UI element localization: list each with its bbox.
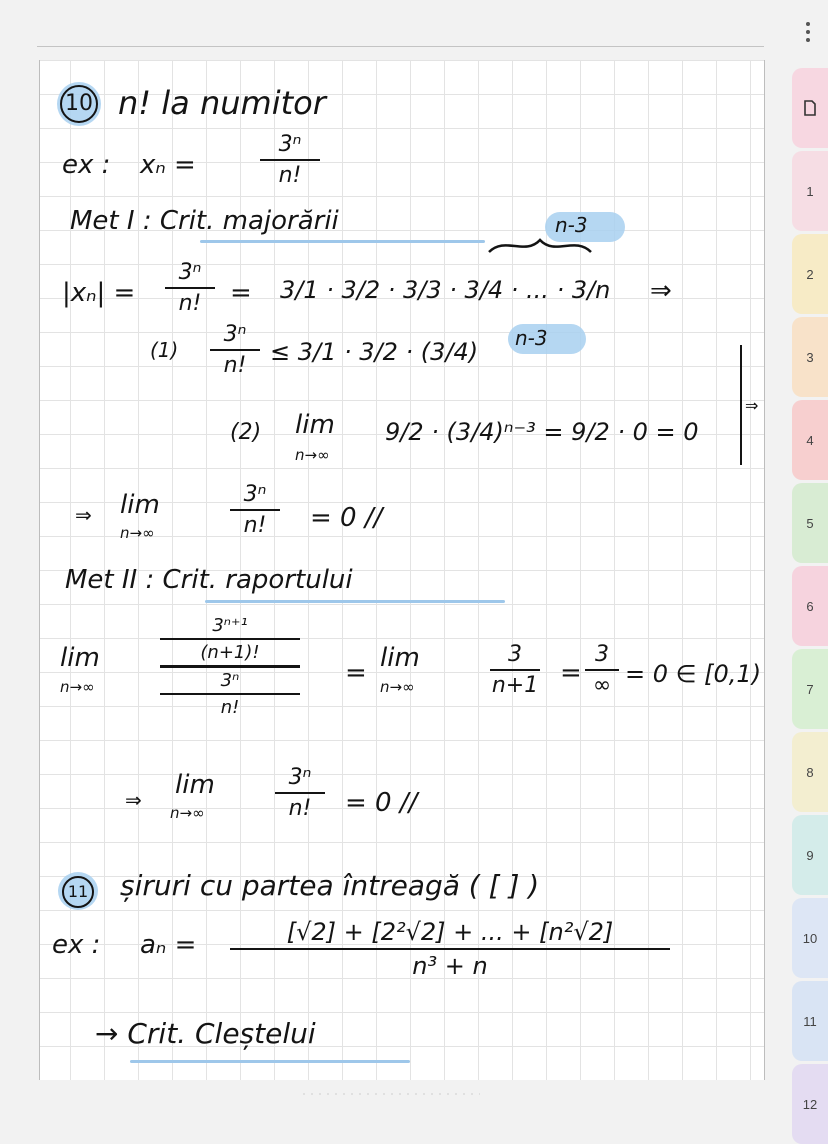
side-implies: ⇒ [745,396,759,415]
section-10-title: n! la numitor [118,84,326,122]
ratio-compound-fraction [160,615,300,718]
result-2-equals: = 0 // [345,788,418,818]
denominator: ∞ [592,673,612,698]
example-lhs: xₙ = [140,150,196,180]
top-numerator: 3ⁿ⁺¹ [212,615,248,636]
section-11-title: șiruri cu partea întreagă ( [ ] ) [120,869,540,902]
numerator: 3ⁿ [288,765,312,790]
top-denominator: (n+1)! [200,642,260,663]
tab-9[interactable] [792,815,828,895]
more-vertical-icon[interactable] [797,22,819,52]
bracket-line [740,345,742,465]
ratio-mid-fraction [490,642,540,698]
ratio-tail: = 0 ∈ [0,1) [625,660,762,688]
numerator: 3ⁿ [178,260,202,285]
ratio-subscript: n→∞ [60,678,95,696]
tab-4[interactable] [792,400,828,480]
tab-1[interactable] [792,151,828,231]
step-2-subscript: n→∞ [295,446,330,464]
abs-fraction [165,260,215,316]
criterion-note: → Crit. Cleștelui [95,1017,316,1050]
tab-2[interactable] [792,234,828,314]
tab-11[interactable] [792,981,828,1061]
step-1-label: (1) [150,338,179,362]
tab-label: 12 [802,1096,818,1112]
tab-6[interactable] [792,566,828,646]
underline [200,240,485,243]
example-2-lhs: aₙ = [140,930,197,960]
tab-3[interactable] [792,317,828,397]
denominator: n+1 [491,673,539,698]
denominator: n! [243,513,267,538]
example-2-fraction [230,918,670,980]
denominator: n! [278,163,302,188]
numerator: 3ⁿ [243,482,267,507]
tab-label: 5 [806,515,814,531]
method-1-title: Met I : Crit. majorării [70,206,339,236]
tab-7[interactable] [792,649,828,729]
result-2-subscript: n→∞ [170,804,205,822]
step-2-lim: lim [295,410,335,440]
ratio-inf-fraction [585,642,619,698]
tab-label: 1 [806,183,814,199]
result-1-fraction [230,482,280,538]
step-2-label: (2) [230,420,262,445]
tab-label: 7 [806,681,814,697]
tab-12[interactable] [792,1064,828,1144]
section-number-11: 11 [62,876,94,908]
tab-label: 3 [806,349,814,365]
example-fraction [260,132,320,188]
result-1-prefix: ⇒ [75,503,92,527]
blank-page-icon [803,100,817,116]
tab-label: 11 [803,1013,817,1029]
abs-product: 3/1 · 3/2 · 3/3 · 3/4 · ... · 3/n [280,276,611,304]
result-2-prefix: ⇒ [125,788,142,812]
brace-label: n-3 [555,213,588,237]
section-number-10: 10 [60,85,98,123]
implies: ⇒ [650,276,672,306]
step-1-rhs: ≤ 3/1 · 3/2 · (3/4) [270,338,479,366]
result-2-fraction [275,765,325,821]
numerator: 3 [508,642,522,667]
result-1-subscript: n→∞ [120,524,155,542]
numerator: 3 [595,642,609,667]
method-2-title: Met II : Crit. raportului [65,565,353,595]
tab-8[interactable] [792,732,828,812]
tab-label: 9 [806,847,814,863]
abs-lhs: |xₙ| = [62,278,136,308]
equals: = [230,278,252,308]
ratio-equals-1: = [345,658,367,688]
tab-5[interactable] [792,483,828,563]
step-2-expression: 9/2 · (3/4)ⁿ⁻³ = 9/2 · 0 = 0 [385,418,699,446]
tab-label: 8 [806,764,814,780]
numerator: 3ⁿ [278,132,302,157]
step-1-fraction [210,322,260,378]
denominator: n³ + n [412,952,488,980]
step-1-exponent: n-3 [515,326,548,350]
bottom-denominator: n! [220,697,240,718]
bottom-numerator: 3ⁿ [220,670,240,691]
result-1-equals: = 0 // [310,503,383,533]
note-page[interactable] [39,60,765,1080]
numerator: [√2] + [2²√2] + ... + [n²√2] [286,918,614,946]
ratio-lim-2: lim [380,643,420,673]
page-indicator-dots [300,1092,480,1096]
curly-brace-icon [485,232,595,258]
ratio-subscript-2: n→∞ [380,678,415,696]
denominator: n! [178,291,202,316]
underline [130,1060,410,1063]
example-2-label: ex : [52,930,101,960]
example-label: ex : [62,150,111,180]
top-divider [37,46,764,47]
tab-label: 2 [806,266,814,282]
tab-10[interactable] [792,898,828,978]
result-2-lim: lim [175,770,215,800]
denominator: n! [288,796,312,821]
numerator: 3ⁿ [223,322,247,347]
underline [205,600,505,603]
ratio-lim: lim [60,643,100,673]
result-1-lim: lim [120,490,160,520]
denominator: n! [223,353,247,378]
ratio-equals-2: = [560,658,582,688]
tab-blank-page[interactable] [792,68,828,148]
tab-label: 4 [806,432,814,448]
tab-label: 6 [806,598,814,614]
tab-label: 10 [802,930,818,946]
